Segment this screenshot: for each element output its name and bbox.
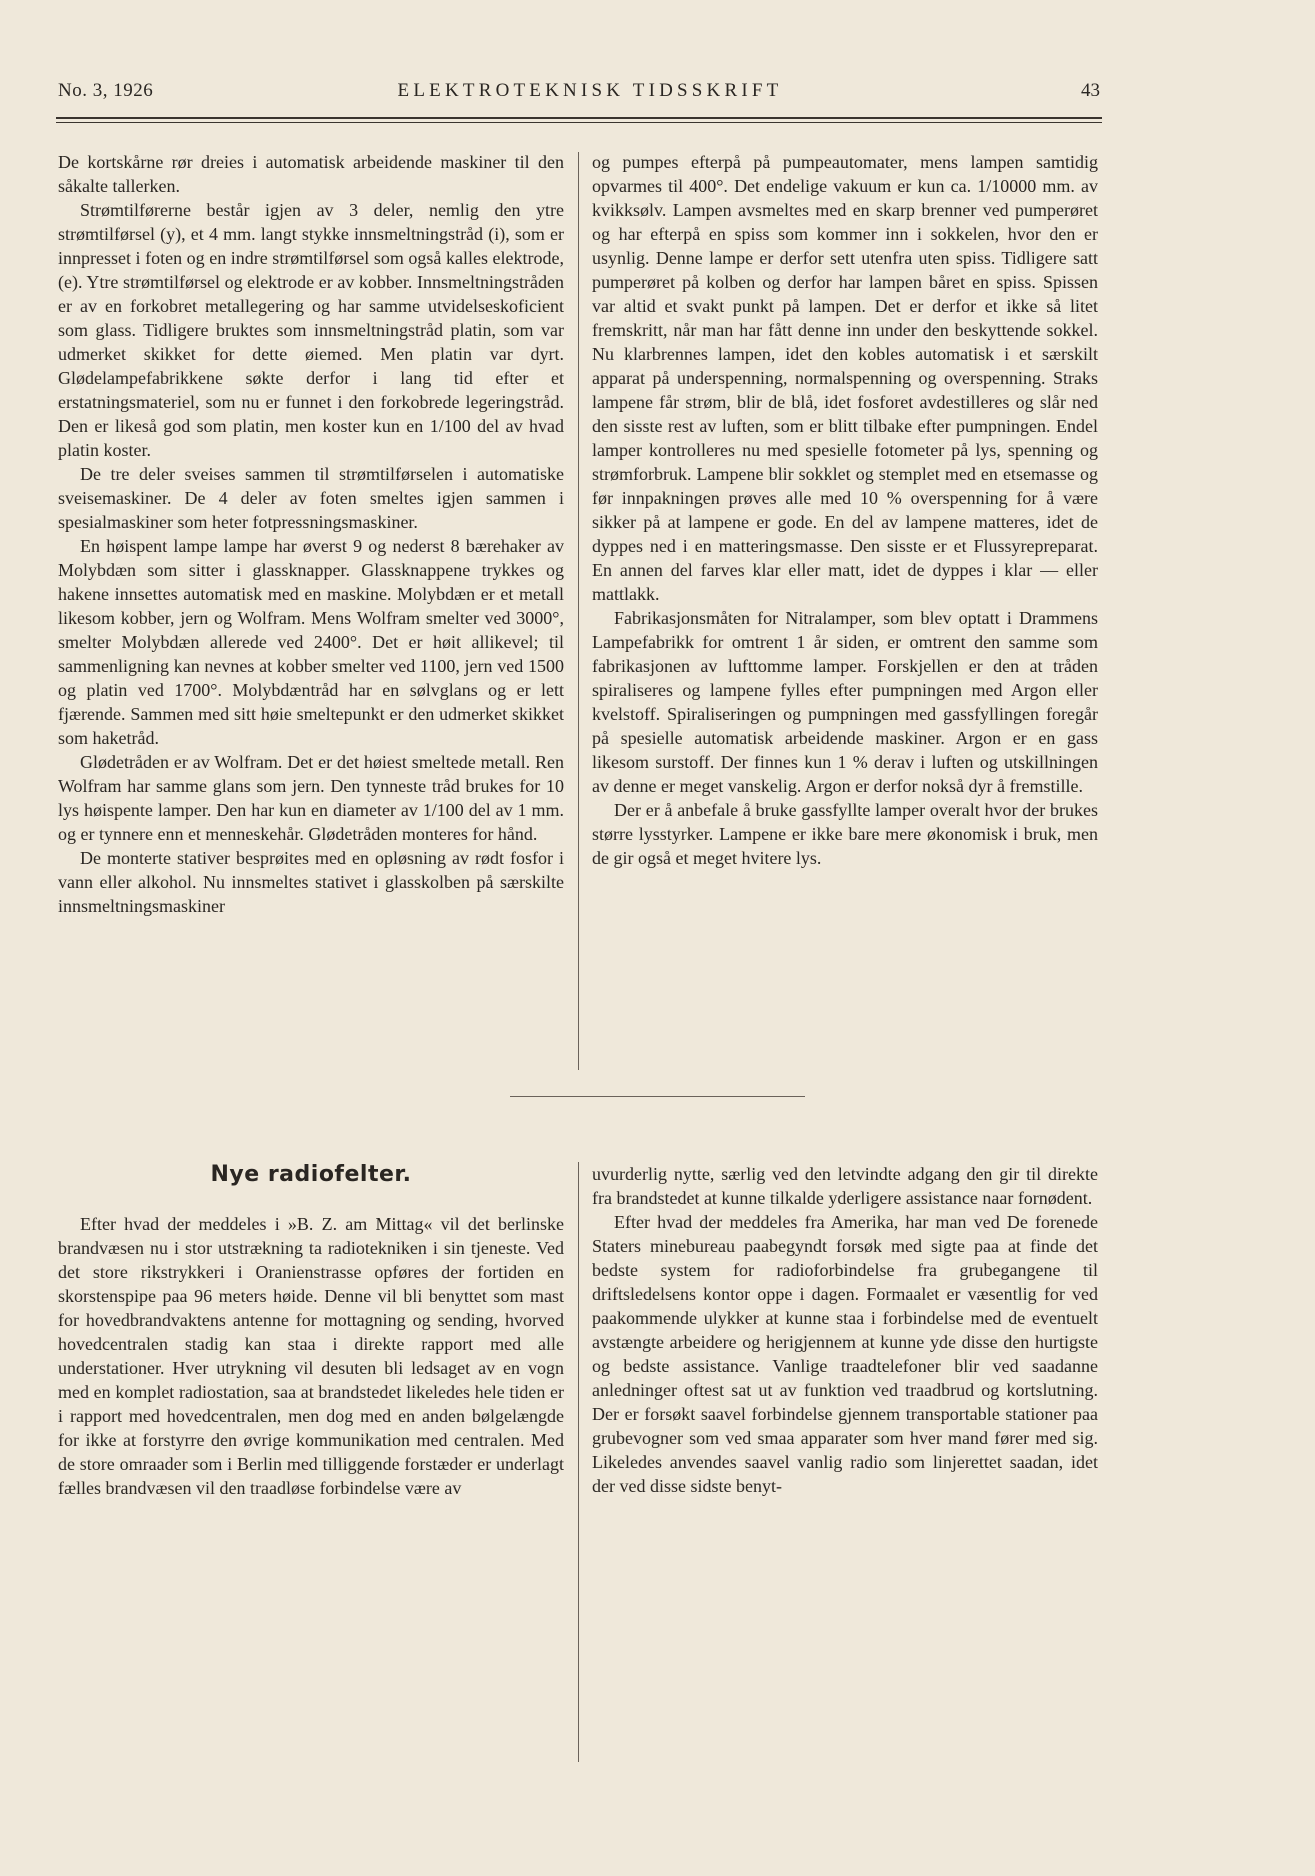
paragraph: Efter hvad der meddeles fra Amerika, har man ved De forenede Staters minebureau paabegyndt forsøk med sigte paa at finde det bedste system for radioforbindelse fra grubegangene til driftsledelsens kontor oppe i dagen. Formaalet er væsentlig for ved paakommende ulykker at kunne staa i forbindelse med de eventuelt avstængte arbeidere og herigjennem at kunne yde disse den hurtigste og bedste assistance. Vanlige traadtelefoner blir ved saadanne anledninger oftest sat ut av funktion ved traadbrud og kortslutning. Der er forsøkt saavel forbindelse gjennem transportable stationer paa grubevogner som ved smaa apparater som hver mand fører med sig. Likeledes anvendes saavel vanlig radio som linjerettet saadan, idet der ved disse sidste benyt-	[592, 1212, 1098, 1496]
upper-left-column	[58, 150, 564, 918]
header-rule-thin	[56, 122, 1102, 123]
paragraph: De kortskårne rør dreies i automatisk arbeidende maskiner til den såkalte tallerken.	[58, 152, 564, 196]
column-divider	[578, 152, 579, 1070]
paragraph: De tre deler sveises sammen til strømtilførselen i automatiske sveisemaskiner. De 4 deler av foten smeltes igjen sammen i spesialmaskiner som heter fotpressningsmaskiner.	[58, 464, 564, 532]
section-divider	[510, 1096, 805, 1097]
paragraph: Strømtilførerne består igjen av 3 deler, nemlig den ytre strømtilførsel (y), et 4 mm. langt stykke innsmeltningstråd (i), som er innpresset i foten og en indre strømtilførsel som også kalles elektrode, (e). Ytre strømtilførsel og elektrode er av kobber. Innsmeltningstråden er av en forkobret metallegering og har samme utvidelseskoficient som glass. Tidligere bruktes som innsmeltningstråd platin, som var udmerket skikket for dette øiemed. Men platin var dyrt. Glødelampefabrikkene søkte derfor i lang tid efter et erstatningsmateriel, som nu er funnet i den forkobrede legeringstråd. Den er likeså god som platin, men koster kun en 1/100 del av hvad platin koster.	[58, 200, 564, 460]
paragraph: uvurderlig nytte, særlig ved den letvindte adgang den gir til direkte fra brandstedet at kunne tilkalde yderligere assistance naar fornødent.	[592, 1164, 1098, 1208]
paragraph: Efter hvad der meddeles i »B. Z. am Mittag« vil det berlinske brandvæsen nu i stor utstrækning ta radiotekniken i sin tjeneste. Ved det store rikstrykkeri i Oranienstrasse opføres der fortiden en skorstenspipe paa 96 meters høide. Denne vil bli benyttet som mast for hovedbrandvaktens antenne for mottagning og sending, hvorved hovedcentralen stadig kan staa i direkte rapport med alle understationer. Hver utrykning vil desuten bli ledsaget av en vogn med en komplet radiostation, saa at brandstedet likeledes hele tiden er i rapport med hovedcentralen, men dog med en anden bølgelængde for ikke at forstyrre den øvrige kommunikation med centralen. Med de store omraader som i Berlin med tilliggende forstæder er underlagt fælles brandvæsen vil den traadløse forbindelse være av	[58, 1214, 564, 1498]
paragraph: De monterte stativer besprøites med en opløsning av rødt fosfor i vann eller alkohol. Nu innsmeltes stativet i glasskolben på særskilte innsmeltningsmaskiner	[58, 848, 564, 916]
column-divider	[578, 1162, 579, 1762]
header-rule	[56, 117, 1102, 119]
upper-right-column	[592, 150, 1098, 870]
article-right-column	[592, 1162, 1098, 1498]
article-left-column	[58, 1212, 564, 1500]
paragraph: Glødetråden er av Wolfram. Det er det høiest smeltede metall. Ren Wolfram har samme glans som jern. Den tynneste tråd brukes for 10 lys høispente lamper. Den har kun en diameter av 1/100 del av 1 mm. og er tynnere enn et menneskehår. Glødetråden monteres for hånd.	[58, 752, 564, 844]
journal-title: ELEKTROTEKNISK TIDSSKRIFT	[397, 80, 783, 101]
paragraph: En høispent lampe lampe har øverst 9 og nederst 8 bærehaker av Molybdæn som sitter i glassknapper. Glassknappene trykkes og hakene innsettes automatisk med en maskine. Molybdæn er et metall likesom kobber, jern og Wolfram. Mens Wolfram smelter ved 3000°, smelter Molybdæn allerede ved 2400°. Det er høit allikevel; til sammenligning kan nevnes at kobber smelter ved 1100, jern ved 1500 og platin ved 1700°. Molybdæntråd har en sølvglans og er lett fjærende. Sammen med sitt høie smeltepunkt er den udmerket skikket som haketråd.	[58, 536, 564, 748]
page-number: 43	[1081, 80, 1100, 101]
paragraph: Fabrikasjonsmåten for Nitralamper, som blev optatt i Drammens Lampefabrikk for omtrent 1 år siden, er omtrent den samme som fabrikasjonen av lufttomme lamper. Forskjellen er den at tråden spiraliseres og lampene fylles efter pumpningen med Argon eller kvelstoff. Spiraliseringen og pumpningen med gassfyllingen foregår på spesielle automatisk arbeidende maskiner. Argon er en gass likesom surstoff. Der finnes kun 1 % derav i luften og utskillningen av denne er meget vanskelig. Argon er derfor nokså dyr å fremstille.	[592, 608, 1098, 796]
article-title: Nye radiofelter.	[210, 1162, 412, 1187]
paragraph: og pumpes efterpå på pumpeautomater, mens lampen samtidig opvarmes til 400°. Det endelige vakuum er kun ca. 1/10000 mm. av kvikksølv. Lampen avsmeltes med en skarp brenner ved pumperøret og har efterpå en spiss som kommer inn i sokkelen, hvor den er usynlig. Denne lampe er derfor sett utenfra uten spiss. Tidligere satt pumperøret på kolben og derfor har lampen båret en spiss. Spissen var altid et svakt punkt på lampen. Det er derfor et ikke så litet fremskritt, når man har fått denne inn under den beskyttende sokkel. Nu klarbrennes lampen, idet den kobles automatisk i et særskilt apparat på underspenning, normalspenning og overspenning. Straks lampene får strøm, blir de blå, idet fosforet avdestilleres og slår ned den sisste rest av luften, som er blitt tilbake efter pumpningen. Endel lamper kontrolleres nu med spesielle fotometer på lys, spenning og strømforbruk. Lampene blir sokklet og stemplet med en etsemasse og før innpakningen prøves alle med 10 % overspenning for å være sikker på at lampene er gode. En del av lampene matteres, idet de dyppes ned i en matteringsmasse. Den sisste er et Flussyrepreparat. En annen del farves klar eller matt, idet de dyppes i klar — eller mattlakk.	[592, 152, 1098, 604]
issue-number: No. 3, 1926	[58, 80, 154, 101]
paragraph: Der er å anbefale å bruke gassfyllte lamper overalt hvor der brukes større lysstyrker. Lampene er ikke bare mere økonomisk i bruk, men de gir også et meget hvitere lys.	[592, 800, 1098, 868]
